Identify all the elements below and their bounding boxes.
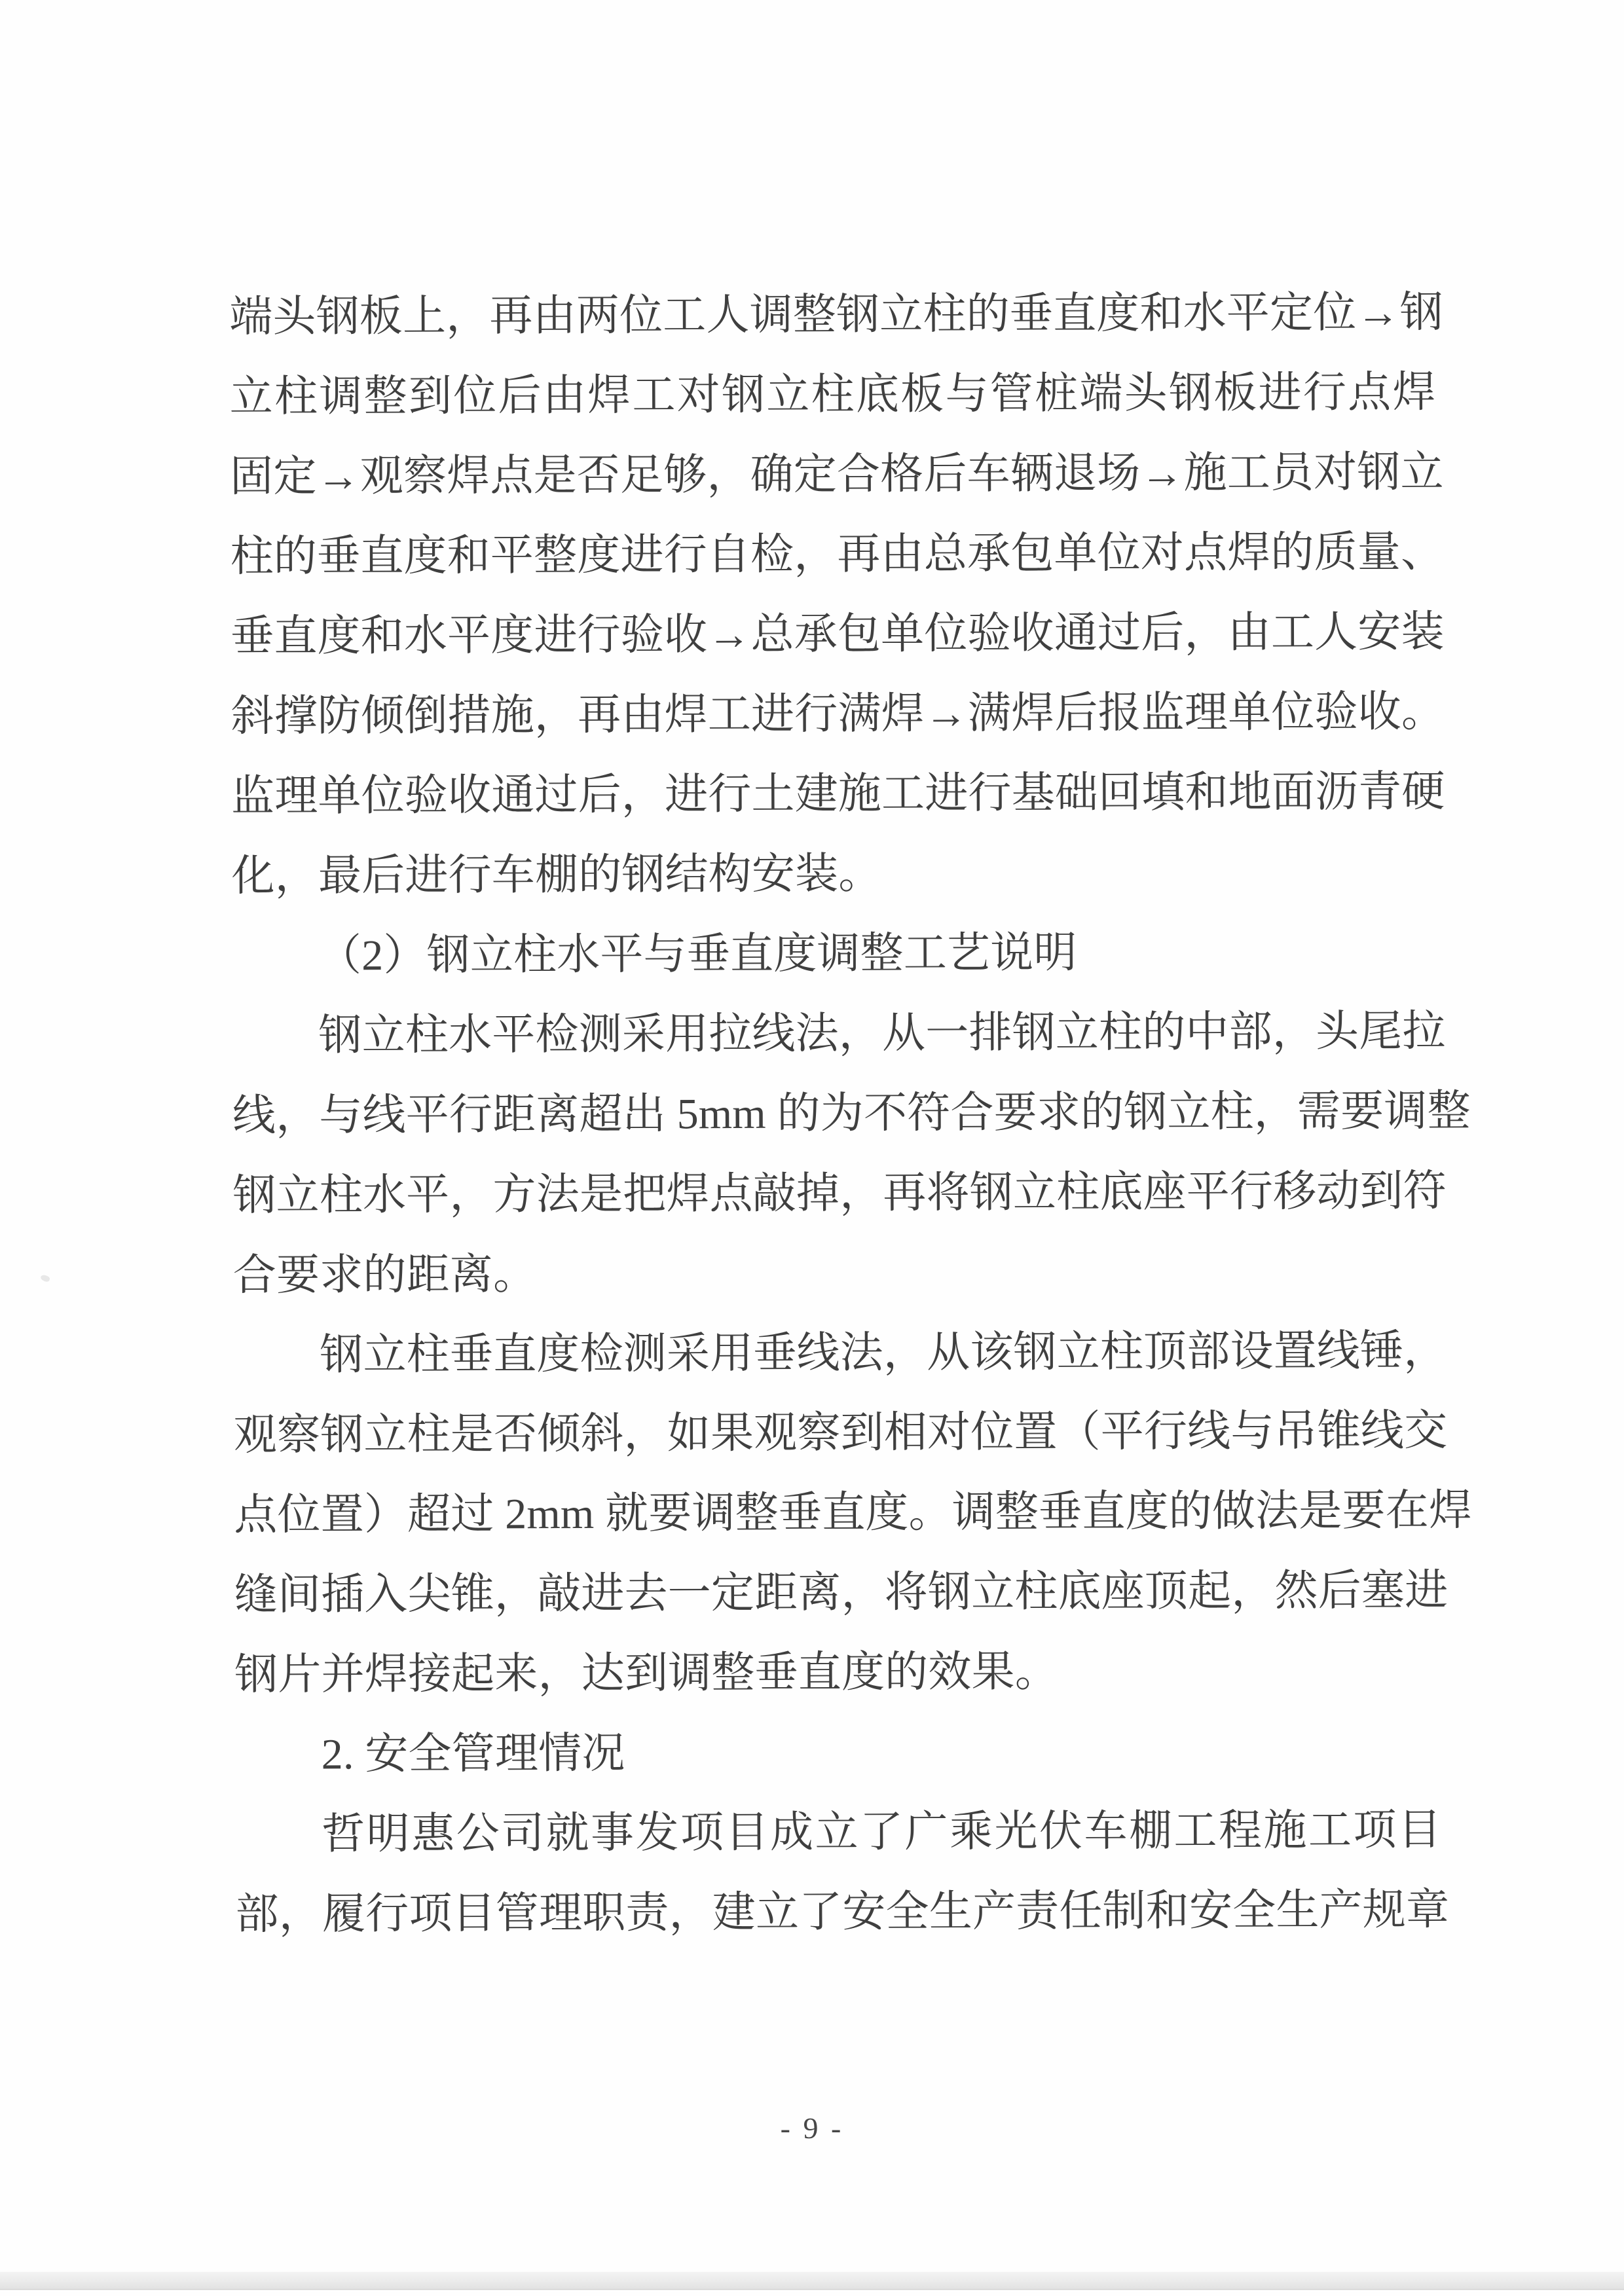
text-line: 化，最后进行车棚的钢结构安装。 bbox=[231, 850, 882, 900]
scan-edge-shadow bbox=[0, 2272, 1624, 2290]
text-line: 固定→观察焊点是否足够，确定合格后车辆退场→施工员对钢立 bbox=[230, 448, 1444, 501]
text-line: 哲明惠公司就事发项目成立了广乘光伏车棚工程施工项目 bbox=[321, 1806, 1442, 1859]
text-line: 钢立柱水平，方法是把焊点敲掉，再将钢立柱底座平行移动到符 bbox=[232, 1167, 1447, 1220]
text-line: 点位置）超过 2mm 就要调整垂直度。调整垂直度的做法是要在焊 bbox=[234, 1486, 1473, 1539]
text-line: 垂直度和水平度进行验收→总承包单位验收通过后，由工人安装 bbox=[230, 608, 1445, 661]
text-line: 缝间插入尖锥，敲进去一定距离，将钢立柱底座顶起，然后塞进 bbox=[234, 1566, 1449, 1619]
text-line: 立柱调整到位后由焊工对钢立柱底板与管桩端头钢板进行点焊 bbox=[229, 368, 1436, 421]
text-line: 部，履行项目管理职责，建立了安全生产责任制和安全生产规章 bbox=[235, 1886, 1450, 1939]
section-heading: （2）钢立柱水平与垂直度调整工艺说明 bbox=[318, 929, 1077, 980]
text-line: 监理单位验收通过后，进行土建施工进行基础回填和地面沥青硬 bbox=[231, 767, 1445, 820]
text-line: 端头钢板上，再由两位工人调整钢立柱的垂直度和水平定位→钢 bbox=[229, 288, 1443, 341]
text-line: 合要求的距离。 bbox=[232, 1250, 537, 1300]
text-line: 钢立柱垂直度检测采用垂线法，从该钢立柱顶部设置线锤， bbox=[320, 1326, 1447, 1379]
section-heading: 2. 安全管理情况 bbox=[321, 1729, 625, 1779]
text-line: 钢立柱水平检测采用拉线法，从一排钢立柱的中部，头尾拉 bbox=[318, 1007, 1446, 1060]
text-line: 观察钢立柱是否倾斜，如果观察到相对位置（平行线与吊锥线交 bbox=[233, 1406, 1448, 1459]
text-line: 钢片并焊接起来，达到调整垂直度的效果。 bbox=[234, 1648, 1059, 1699]
scan-artifact bbox=[40, 1273, 50, 1283]
text-line: 斜撑防倾倒措施，再由焊工进行满焊→满焊后报监理单位验收。 bbox=[231, 687, 1445, 740]
page-number: - 9 - bbox=[780, 2111, 844, 2145]
text-line: 线，与线平行距离超出 5mm 的为不符合要求的钢立柱，需要调整 bbox=[232, 1087, 1471, 1140]
text-line: 柱的垂直度和平整度进行自检，再由总承包单位对点焊的质量、 bbox=[230, 528, 1445, 581]
document-body bbox=[229, 273, 1473, 1955]
